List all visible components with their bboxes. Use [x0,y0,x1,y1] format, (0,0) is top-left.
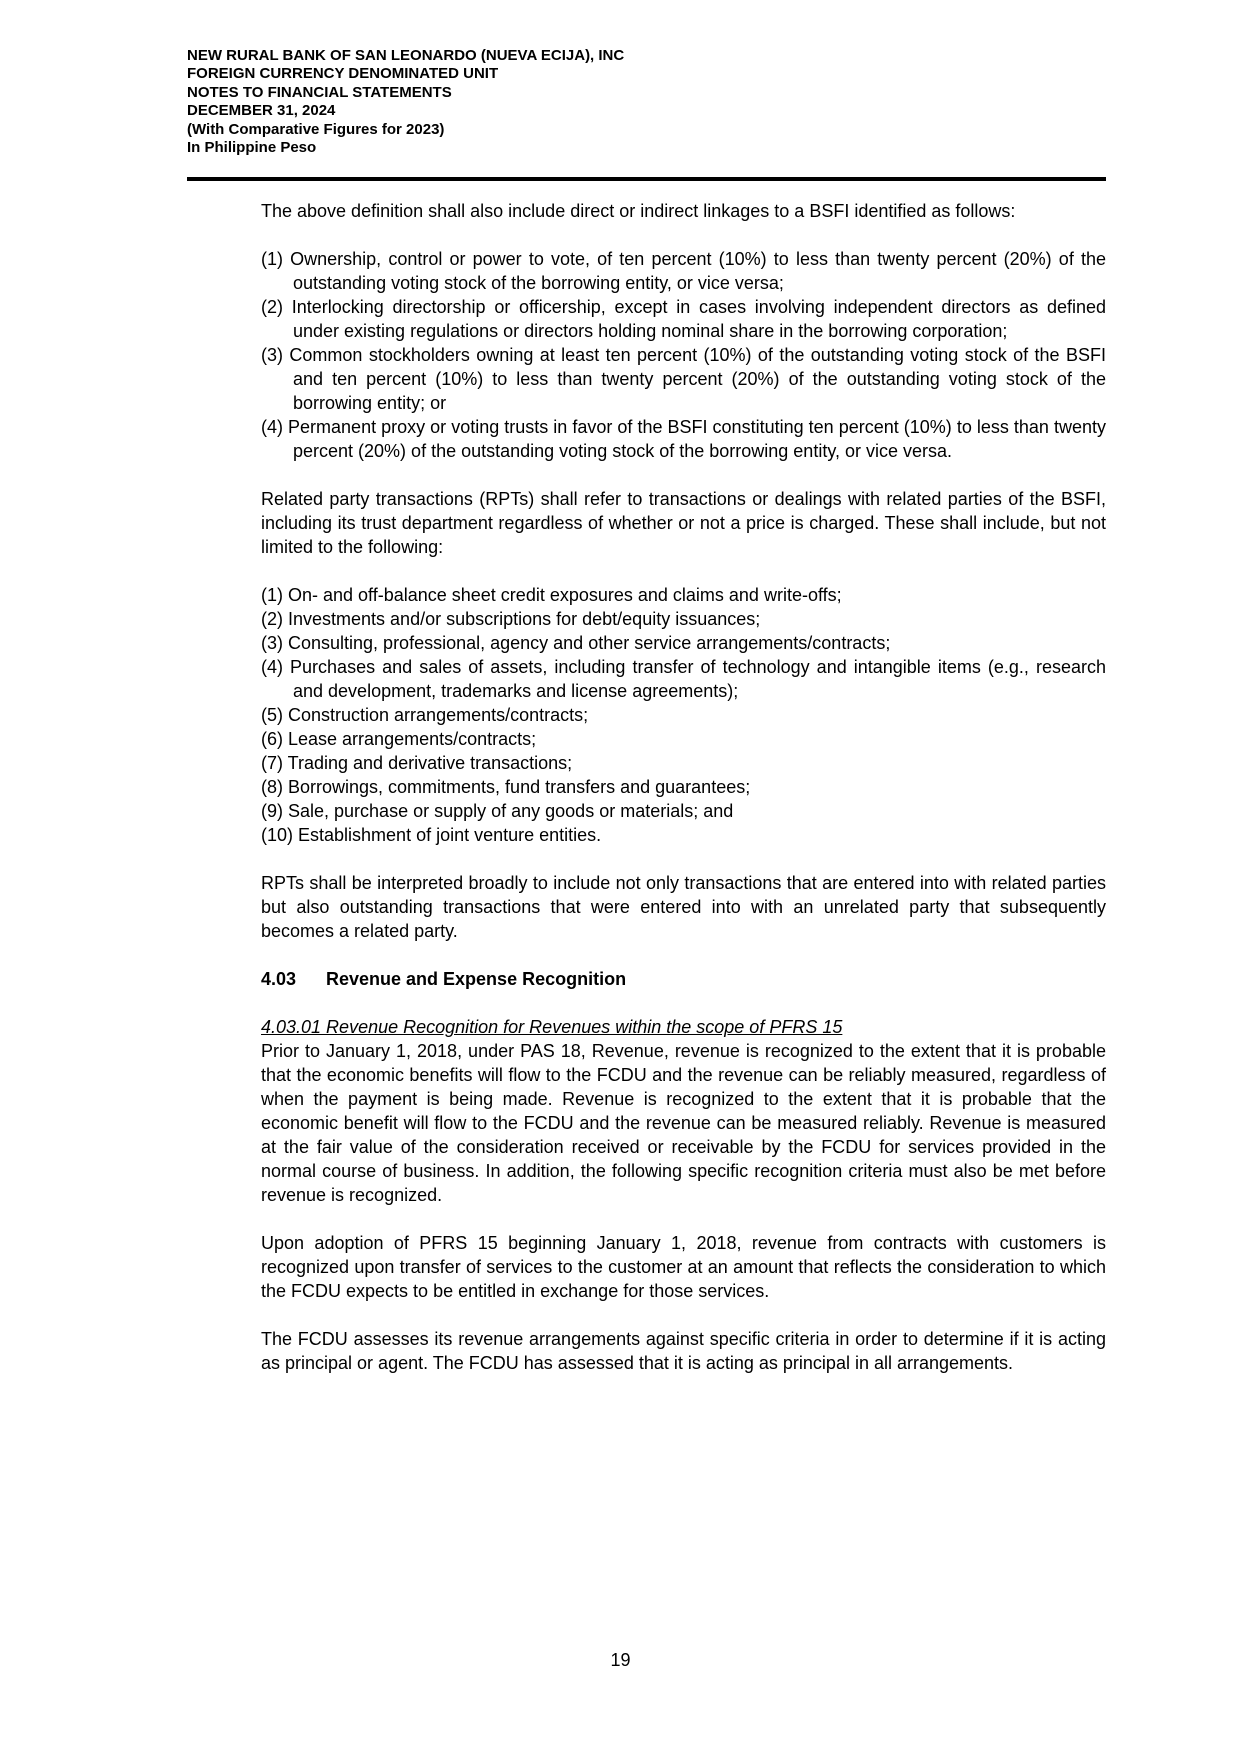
list-item: (6) Lease arrangements/contracts; [261,729,537,750]
list-item: (8) Borrowings, commitments, fund transfers and guarantees; [261,777,751,798]
list-item: (5) Construction arrangements/contracts; [261,705,589,726]
list-item: (9) Sale, purchase or supply of any goods or materials; and [261,801,734,822]
list-item: (7) Trading and derivative transactions; [261,753,573,774]
linkage-list [261,247,1106,463]
rpt-definition-paragraph: Related party transactions (RPTs) shall refer to transactions or dealings with related parties of the BSFI, including its trust department regardless of whether or not a price is charged. These shall include, but not limited to the following: [261,489,1106,558]
list-item: (10) Establishment of joint venture entities. [261,825,602,846]
subsection-heading: 4.03.01 Revenue Recognition for Revenues within the scope of PFRS 15 [261,1017,843,1038]
document-body [261,199,1106,1375]
header-comparative-note: (With Comparative Figures for 2023) [187,120,445,138]
list-item: (4) Permanent proxy or voting trusts in favor of the BSFI constituting ten percent (10%) to less than twenty percent (20%) of the outstanding voting stock of the borrowing entity, or vice versa. [261,417,1106,462]
section-heading [261,967,1106,991]
list-item: (1) On- and off-balance sheet credit exposures and claims and write-offs; [261,585,842,606]
header-report-title: NOTES TO FINANCIAL STATEMENTS [187,83,452,101]
intro-paragraph: The above definition shall also include direct or indirect linkages to a BSFI identified as follows: [261,201,1016,222]
list-item: (4) Purchases and sales of assets, including transfer of technology and intangible items (e.g., research and development, trademarks and license agreements); [261,657,1106,702]
list-item: (2) Interlocking directorship or officership, except in cases involving independent directors as defined under existing regulations or directors holding nominal share in the borrowing corporation; [261,297,1106,342]
list-item: (3) Common stockholders owning at least ten percent (10%) of the outstanding voting stock of the BSFI and ten percent (10%) to less than twenty percent (20%) of the outstanding voting stock of the borrowing entity; or [261,345,1106,414]
section-title: Revenue and Expense Recognition [326,969,627,990]
document-header [0,0,1241,157]
list-item: (2) Investments and/or subscriptions for debt/equity issuances; [261,609,761,630]
header-divider-rule [187,177,1106,181]
rpt-list [261,583,1106,847]
pfrs-paragraph-1: Prior to January 1, 2018, under PAS 18, Revenue, revenue is recognized to the extent that it is probable that the economic benefits will flow to the FCDU and the revenue can be reliably measured, regardless of when the payment is being made. Revenue is recognized to the extent that it is probable that the economic benefit will flow to the FCDU and the revenue can be measured reliably. Revenue is measured at the fair value of the consideration received or receivable by the FCDU for services provided in the normal course of business. In addition, the following specific recognition criteria must also be met before revenue is recognized. [261,1041,1106,1206]
header-unit-name: FOREIGN CURRENCY DENOMINATED UNIT [187,65,499,83]
header-bank-name: NEW RURAL BANK OF SAN LEONARDO (NUEVA ECIJA), INC [187,47,625,64]
list-item: (1) Ownership, control or power to vote, of ten percent (10%) to less than twenty percent (20%) of the outstanding voting stock of the borrowing entity, or vice versa; [261,249,1106,294]
header-currency-note: In Philippine Peso [187,139,317,157]
pfrs-paragraph-2: Upon adoption of PFRS 15 beginning January 1, 2018, revenue from contracts with customers is recognized upon transfer of services to the customer at an amount that reflects the consideration to which the FCDU expects to be entitled in exchange for those services. [261,1233,1106,1302]
rpt-interpretation-paragraph: RPTs shall be interpreted broadly to include not only transactions that are entered into with related parties but also outstanding transactions that were entered into with an unrelated party that subsequently becomes a related party. [261,873,1106,942]
list-item: (3) Consulting, professional, agency and other service arrangements/contracts; [261,633,891,654]
pfrs-paragraph-3: The FCDU assesses its revenue arrangements against specific criteria in order to determine if it is acting as principal or agent. The FCDU has assessed that it is acting as principal in all arrangements. [261,1329,1106,1374]
header-report-date: DECEMBER 31, 2024 [187,102,336,120]
section-number: 4.03 [261,969,297,990]
page-number: 19 [610,1650,631,1670]
